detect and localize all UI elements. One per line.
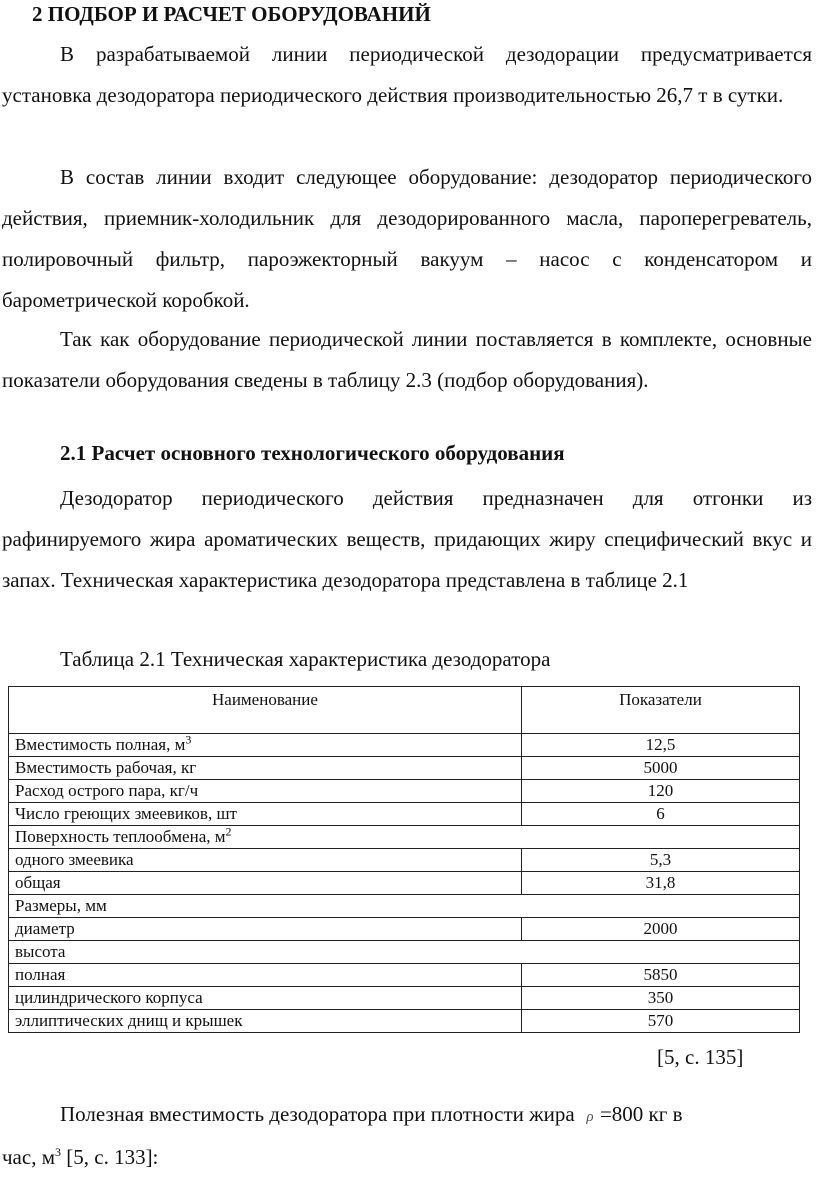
- paragraph-3: Так как оборудование периодической линии поставляется в комплекте, основные показатели оборудования сведены в таблицу 2.3 (подбор оборудования).: [2, 327, 812, 392]
- row-label: Вместимость рабочая, кг: [15, 758, 197, 777]
- table-cell-value: 2000: [521, 918, 799, 941]
- row-label: Число греющих змеевиков, шт: [15, 804, 237, 823]
- table-cell-value: 5,3: [521, 849, 799, 872]
- table-cell-name: [9, 941, 522, 964]
- table-cell-name: [9, 895, 522, 918]
- table-cell-name: [9, 987, 522, 1010]
- table-row: [9, 941, 800, 964]
- table-cell-value: [521, 826, 799, 849]
- formula-line1-after: =800 кг в: [599, 1102, 683, 1126]
- row-label: цилиндрического корпуса: [15, 988, 203, 1007]
- table-cell-name: [9, 757, 522, 780]
- table-cell-name: [9, 1010, 522, 1033]
- table-cell-name: [9, 849, 522, 872]
- table-cell-value: [521, 941, 799, 964]
- table-row: [9, 918, 800, 941]
- formula-line2-after: [5, с. 133]:: [61, 1145, 159, 1169]
- table-cell-name: [9, 964, 522, 987]
- column-header-name: Наименование: [9, 687, 522, 734]
- formula-line1-before: Полезная вместимость дезодоратора при плотности жира: [60, 1102, 575, 1126]
- table-cell-name: [9, 803, 522, 826]
- table-cell-value: [521, 895, 799, 918]
- row-label: общая: [15, 873, 61, 892]
- formula-text-line1: [60, 1102, 683, 1127]
- section-heading: 2 ПОДБОР И РАСЧЕТ ОБОРУДОВАНИЙ: [32, 2, 431, 26]
- table-cell-name: [9, 918, 522, 941]
- table-cell-name: [9, 734, 522, 757]
- subsection-heading: 2.1 Расчет основного технологического оборудования: [60, 441, 565, 465]
- table-header-row: [9, 687, 800, 734]
- table-cell-name: [9, 780, 522, 803]
- row-label: эллиптических днищ и крышек: [15, 1011, 243, 1030]
- table-cell-value: 5850: [521, 964, 799, 987]
- table-cell-name: [9, 826, 522, 849]
- row-label: Поверхность теплообмена, м: [15, 827, 226, 846]
- table-row: [9, 872, 800, 895]
- table-row: [9, 1010, 800, 1033]
- table-cell-value: 120: [521, 780, 799, 803]
- table-cell-value: 5000: [521, 757, 799, 780]
- table-row: [9, 849, 800, 872]
- table-row: [9, 803, 800, 826]
- row-label: полная: [15, 965, 66, 984]
- table-row: [9, 780, 800, 803]
- row-label: Вместимость полная, м: [15, 735, 186, 754]
- table-reference: [5, с. 135]: [657, 1045, 744, 1069]
- table-row: [9, 757, 800, 780]
- table-cell-value: 12,5: [521, 734, 799, 757]
- row-label: Расход острого пара, кг/ч: [15, 781, 199, 800]
- formula-text-line2: [2, 1145, 158, 1170]
- row-label: диаметр: [15, 919, 75, 938]
- table-cell-value: 6: [521, 803, 799, 826]
- paragraph-1: В разрабатываемой линии периодической дезодорации предусматривается установка дезодоратора периодического действия производительностью 26,7 т в сутки.: [2, 42, 812, 107]
- spec-table: [8, 686, 800, 1033]
- formula-line2-sup: 3: [55, 1145, 61, 1159]
- table-row: [9, 734, 800, 757]
- table-row: [9, 895, 800, 918]
- row-label: высота: [15, 942, 66, 961]
- table-row: [9, 987, 800, 1010]
- row-label-superscript: 2: [225, 824, 232, 839]
- table-cell-value: 570: [521, 1010, 799, 1033]
- row-label-superscript: 3: [185, 732, 192, 747]
- table-cell-value: 350: [521, 987, 799, 1010]
- row-label: Размеры, мм: [15, 896, 107, 915]
- table-cell-name: [9, 872, 522, 895]
- table-row: [9, 964, 800, 987]
- column-header-value: Показатели: [521, 687, 799, 734]
- row-label: одного змеевика: [15, 850, 134, 869]
- formula-line2-before: час, м: [2, 1145, 55, 1169]
- table-cell-value: 31,8: [521, 872, 799, 895]
- paragraph-2: В состав линии входит следующее оборудование: дезодоратор периодического действия, приемник-холодильник для дезодорированного масла, пароперегреватель, полировочный фильтр, пароэжекторный вакуум – насос с конденсатором и барометрической коробкой.: [2, 165, 812, 312]
- table-caption: Таблица 2.1 Техническая характеристика дезодоратора: [60, 647, 551, 671]
- paragraph-4: Дезодоратор периодического действия предназначен для отгонки из рафинируемого жира ароматических веществ, придающих жиру специфический вкус и запах. Техническая характеристика дезодоратора представлена в таблице 2.1: [2, 486, 812, 592]
- rho-symbol: ρ: [586, 1109, 594, 1125]
- table-row: [9, 826, 800, 849]
